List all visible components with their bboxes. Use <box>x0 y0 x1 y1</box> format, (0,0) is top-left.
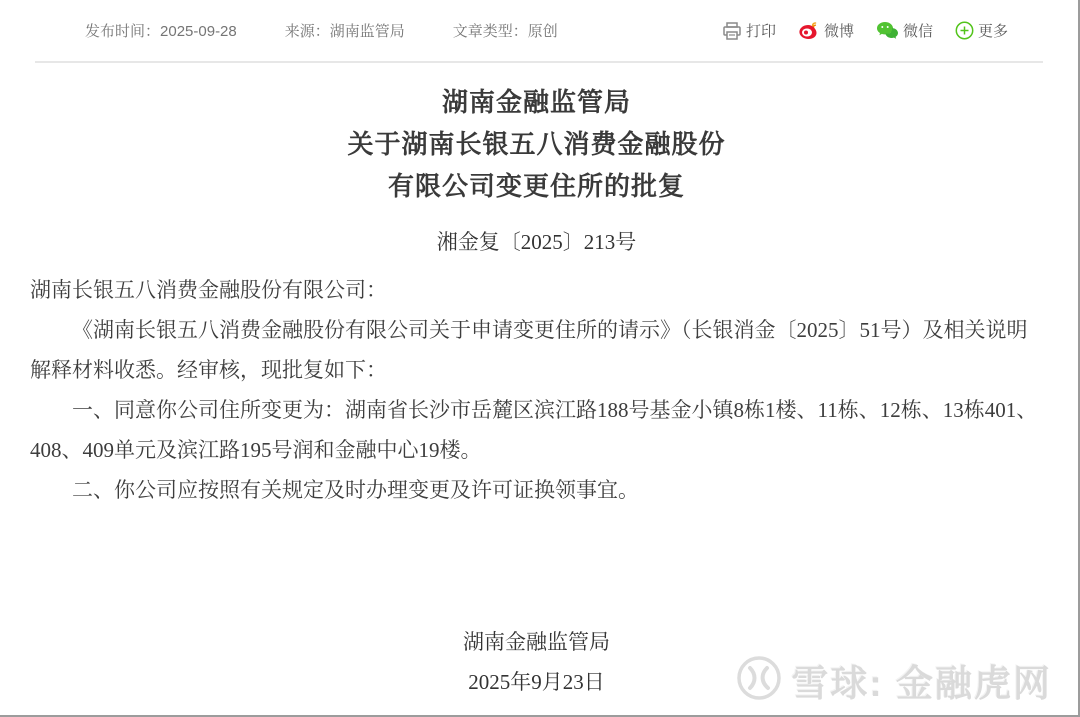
wechat-share-button[interactable] <box>876 20 933 41</box>
meta-bar <box>0 0 1078 61</box>
document-number: 湘金复〔2025〕213号 <box>436 230 637 254</box>
article-type-label: 文章类型： <box>452 23 528 40</box>
paragraph-3: 二、你公司应按照有关规定及时办理变更及许可证换领事宜。 <box>72 478 639 502</box>
more-label: 更多 <box>977 23 1008 40</box>
article-type <box>453 20 558 41</box>
weibo-label: 微博 <box>823 23 854 40</box>
signature-block <box>30 622 1043 702</box>
publish-time-label: 发布时间： <box>85 23 161 40</box>
document-content <box>0 63 1078 702</box>
print-button[interactable] <box>722 20 776 41</box>
printer-icon <box>722 22 742 40</box>
title-line-1: 湖南金融监管局 <box>441 87 631 117</box>
title-line-3: 有限公司变更住所的批复 <box>387 171 685 201</box>
title-line-2: 关于湖南长银五八消费金融股份 <box>347 129 726 159</box>
document-body <box>30 270 1043 510</box>
meta-info-group <box>85 20 558 41</box>
weibo-share-button[interactable] <box>798 20 854 41</box>
print-label: 打印 <box>745 23 776 40</box>
wechat-label: 微信 <box>902 23 933 40</box>
signature-authority: 湖南金融监管局 <box>463 630 610 654</box>
article-type-value: 原创 <box>527 23 558 40</box>
weibo-icon <box>798 21 820 40</box>
watermark-text: 雪球: 金融虎网 <box>791 663 1052 704</box>
source-label: 来源： <box>284 23 330 40</box>
more-share-button[interactable] <box>955 20 1008 41</box>
signature-date: 2025年9月23日 <box>468 670 605 694</box>
share-actions <box>722 20 1008 41</box>
publish-time-value: 2025-09-28 <box>160 23 237 40</box>
wechat-icon <box>876 21 899 40</box>
salutation: 湖南长银五八消费金融股份有限公司： <box>30 278 387 302</box>
document-title <box>30 81 1043 207</box>
source-value: 湖南监管局 <box>329 23 405 40</box>
paragraph-1: 《湖南长银五八消费金融股份有限公司关于申请变更住所的请示》（长银消金〔2025〕51号）及相关说明解释材料收悉。经审核，现批复如下： <box>30 318 1028 382</box>
source <box>285 20 405 41</box>
publish-time <box>85 20 237 41</box>
plus-circle-icon <box>955 21 974 40</box>
paragraph-2: 一、同意你公司住所变更为：湖南省长沙市岳麓区滨江路188号基金小镇8栋1楼、11栋、12栋、13栋401、408、409单元及滨江路195号润和金融中心19楼。 <box>30 398 1038 462</box>
